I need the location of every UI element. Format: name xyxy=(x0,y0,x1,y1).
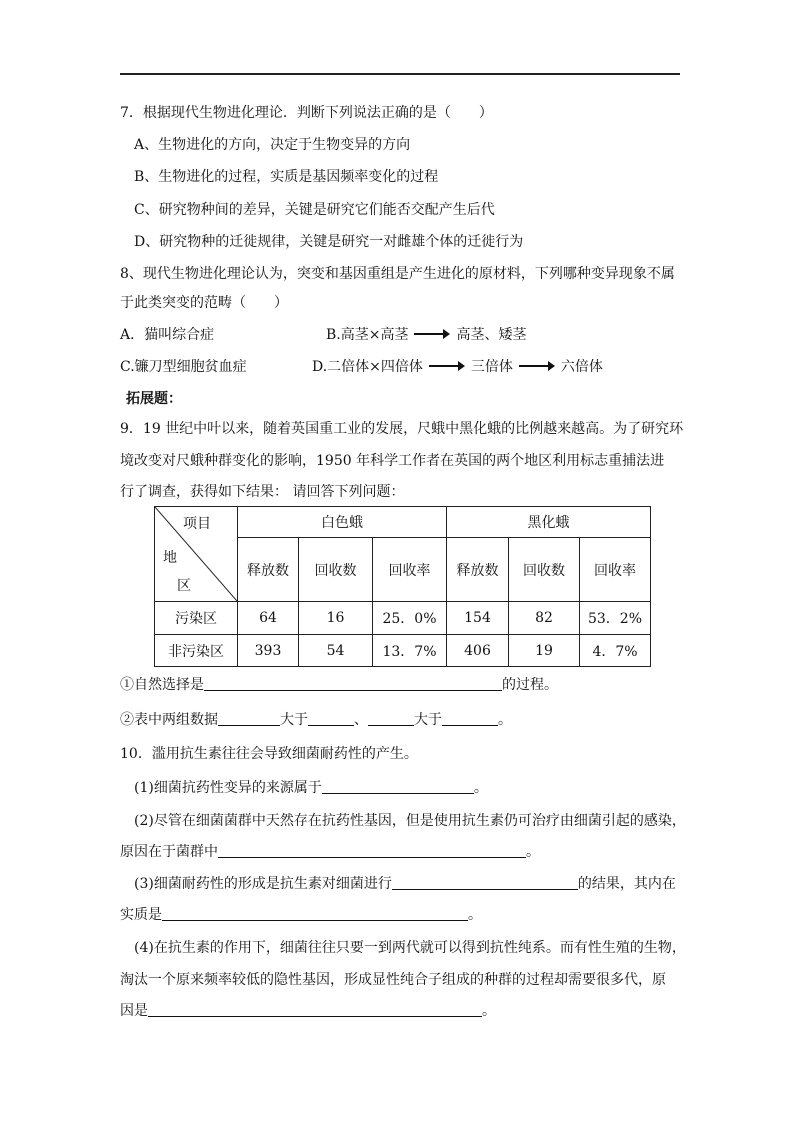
answer-blank[interactable] xyxy=(218,843,526,858)
corner-region-label-2: 区 xyxy=(177,578,191,594)
value-cell: 64 xyxy=(238,602,299,635)
q8-option-a: A．猫叫综合症 xyxy=(120,327,215,343)
q10-p4-prefix: 因是 xyxy=(120,1003,148,1019)
q9-sub2 xyxy=(120,711,512,729)
table-row xyxy=(155,602,651,635)
q8-option-d xyxy=(312,358,603,376)
corner-item-label: 项目 xyxy=(183,516,211,532)
q9-sub2-prefix: ②表中两组数据 xyxy=(120,712,218,728)
q8-option-b xyxy=(326,326,526,344)
region-cell: 污染区 xyxy=(155,602,238,635)
value-cell: 393 xyxy=(238,635,299,667)
answer-blank[interactable] xyxy=(148,1002,482,1017)
table-row xyxy=(155,635,651,667)
answer-blank[interactable] xyxy=(368,711,414,726)
q10-p3-line2 xyxy=(120,906,482,924)
q10-p3-prefix: (3)细菌耐药性的形成是抗生素对细菌进行 xyxy=(134,876,392,892)
q10-p2-suffix: 。 xyxy=(526,844,540,860)
value-cell: 16 xyxy=(299,602,373,635)
arrow-right-icon xyxy=(519,361,555,371)
q9-sub2-gt2: 大于 xyxy=(414,712,442,728)
q7-option-a: A、生物进化的方向，决定于生物变异的方向 xyxy=(134,137,411,153)
q9-sub1-suffix: 的过程。 xyxy=(502,677,558,693)
q10-p1-suffix: 。 xyxy=(473,780,488,796)
q9-sub2-end: 。 xyxy=(498,712,512,728)
q10-p2-line1: (2)尽管在细菌菌群中天然存在抗药性基因，但是使用抗生素仍可治疗由细菌引起的感染， xyxy=(134,813,686,829)
subheader-cell: 回收率 xyxy=(580,538,651,602)
subheader-cell: 回收率 xyxy=(373,538,447,602)
table-corner-cell xyxy=(155,507,238,602)
answer-blank[interactable] xyxy=(392,875,578,890)
subheader-cell: 释放数 xyxy=(238,538,299,602)
q10-p3 xyxy=(134,875,676,893)
q8-option-d-mid: 三倍体 xyxy=(470,359,513,375)
q7-option-b: B、生物进化的过程，实质是基因频率变化的过程 xyxy=(134,169,439,185)
value-cell: 25．0% xyxy=(373,602,447,635)
q10-p1-prefix: (1)细菌抗药性变异的来源属于 xyxy=(134,780,322,796)
group-header-white: 白色蛾 xyxy=(238,507,447,538)
q9-sub2-sep: 、 xyxy=(354,712,368,728)
value-cell: 82 xyxy=(509,602,580,635)
q9-line3: 行了调查，获得如下结果： 请回答下列问题： xyxy=(120,484,405,500)
subheader-cell: 回收数 xyxy=(299,538,373,602)
q8-stem-line1: 8、现代生物进化理论认为，突变和基因重组是产生进化的原材料，下列哪种变异现象不属 xyxy=(120,266,675,282)
answer-blank[interactable] xyxy=(204,676,502,691)
value-cell: 406 xyxy=(447,635,509,667)
q9-line2: 境改变对尺蛾种群变化的影响，1950 年科学工作者在英国的两个地区利用标志重捕法进 xyxy=(120,453,665,469)
q8-stem-line2: 于此类突变的范畴（ ） xyxy=(120,295,288,311)
q8-option-b-right: 高茎、矮茎 xyxy=(456,327,527,343)
value-cell: 13．7% xyxy=(373,635,447,667)
q10-p4-line2: 淘汰一个原来频率较低的隐性基因，形成显性纯合子组成的种群的过程却需要很多代，原 xyxy=(120,972,666,988)
region-cell: 非污染区 xyxy=(155,635,238,667)
q10-p3-suffix: 的结果，其内在 xyxy=(577,876,676,892)
value-cell: 154 xyxy=(447,602,509,635)
arrow-right-icon xyxy=(429,361,465,371)
answer-blank[interactable] xyxy=(322,779,474,794)
q10-p4-line3 xyxy=(120,1002,496,1020)
header-rule xyxy=(120,73,680,75)
q8-option-b-left: B.高茎×高茎 xyxy=(326,327,409,343)
survey-table xyxy=(154,506,651,667)
q9-sub1 xyxy=(120,676,558,694)
group-header-melanic: 黑化蛾 xyxy=(447,507,651,538)
q9-line1: 9．19 世纪中叶以来，随着英国重工业的发展，尺蛾中黑化蛾的比例越来越高。为了研究环 xyxy=(120,421,684,437)
arrow-right-icon xyxy=(414,329,450,339)
answer-blank[interactable] xyxy=(162,906,468,921)
q9-sub1-prefix: ①自然选择是 xyxy=(120,677,204,693)
value-cell: 19 xyxy=(509,635,580,667)
q10-p4-suffix: 。 xyxy=(482,1003,496,1019)
q8-option-d-left: D.二倍体×四倍体 xyxy=(312,359,423,375)
answer-blank[interactable] xyxy=(218,711,280,726)
q9-sub2-gt1: 大于 xyxy=(280,712,308,728)
q10-p1 xyxy=(134,779,488,797)
value-cell: 54 xyxy=(299,635,373,667)
answer-blank[interactable] xyxy=(308,711,354,726)
q8-option-d-right: 六倍体 xyxy=(560,359,603,375)
subheader-cell: 释放数 xyxy=(447,538,509,602)
q7-option-c: C、研究物种间的差异，关键是研究它们能否交配产生后代 xyxy=(134,202,495,218)
q10-p3b-suffix: 。 xyxy=(468,907,482,923)
subheader-cell: 回收数 xyxy=(509,538,580,602)
q7-option-d: D、研究物种的迁徙规律，关键是研究一对雌雄个体的迁徙行为 xyxy=(134,234,524,250)
q10-p4-line1: (4)在抗生素的作用下，细菌往往只要一到两代就可以得到抗性纯系。而有性生殖的生物， xyxy=(134,940,686,956)
q7-stem: 7．根据现代生物进化理论．判断下列说法正确的是（ ） xyxy=(120,105,493,121)
q8-option-c: C.镰刀型细胞贫血症 xyxy=(120,359,247,375)
q10-p2-line2 xyxy=(120,843,540,861)
value-cell: 53．2% xyxy=(580,602,651,635)
corner-region-label-1: 地 xyxy=(163,550,177,566)
q10-p3b-prefix: 实质是 xyxy=(120,907,162,923)
q10-p2-prefix: 原因在于菌群中 xyxy=(120,844,218,860)
answer-blank[interactable] xyxy=(442,711,498,726)
value-cell: 4．7% xyxy=(580,635,651,667)
q10-stem: 10．滥用抗生素往往会导致细菌耐药性的产生。 xyxy=(120,746,418,762)
section-title: 拓展题： xyxy=(126,391,182,407)
